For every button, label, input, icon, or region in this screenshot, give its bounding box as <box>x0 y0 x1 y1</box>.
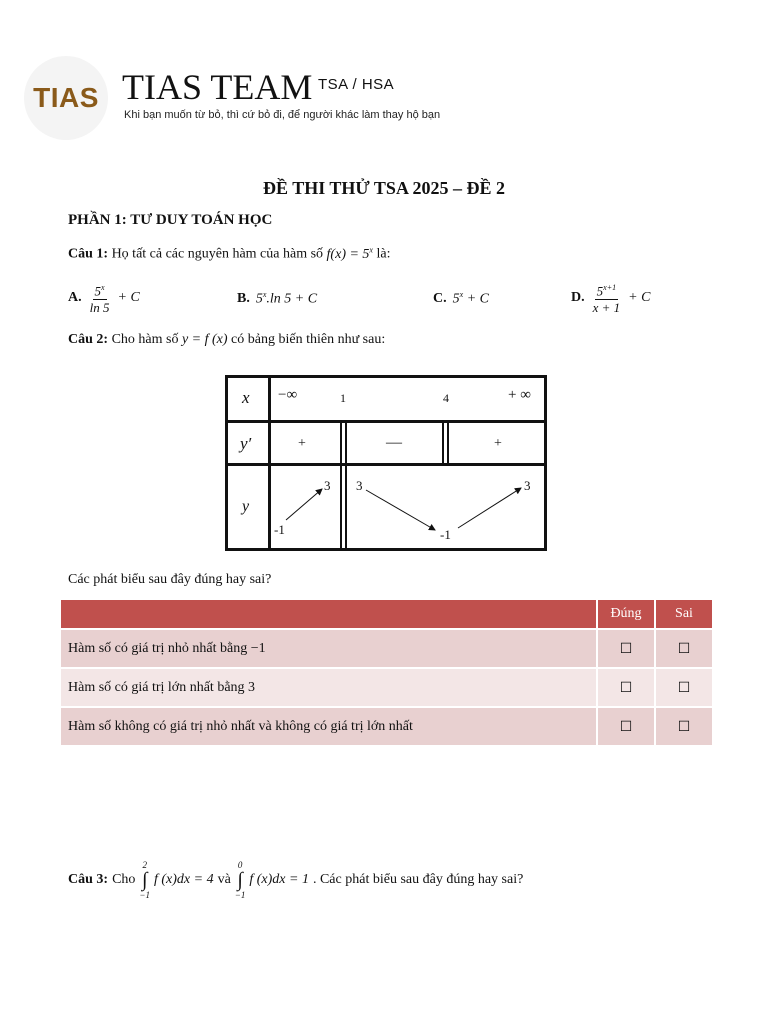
section-title: PHẦN 1: TƯ DUY TOÁN HỌC <box>68 212 273 228</box>
integral-body: f (x)dx = 1 <box>249 872 309 887</box>
option-d[interactable] <box>571 280 650 316</box>
x-value: 4 <box>443 391 449 405</box>
option-tail: + C <box>117 290 140 306</box>
option-a[interactable] <box>68 280 140 316</box>
option-label: A. <box>68 290 82 306</box>
question-text-end: có bảng biến thiên như sau: <box>231 332 386 347</box>
x-value: −∞ <box>278 387 298 403</box>
logo-text: TIAS <box>33 82 99 113</box>
question-1 <box>68 245 390 263</box>
y-value: 3 <box>524 478 531 493</box>
table-row <box>61 707 712 745</box>
y-value: 3 <box>356 478 363 493</box>
option-tail: + C <box>628 290 651 306</box>
answer-table-header <box>61 600 712 629</box>
function-expression: y = f (x) <box>181 332 228 347</box>
integral: 2 ∫ −1 <box>139 860 150 900</box>
sign: + <box>494 436 502 451</box>
option-expression: 5$^x$.ln 5 + C <box>255 290 318 307</box>
question-label: Câu 2: <box>68 332 109 347</box>
false-checkbox[interactable]: ☐ <box>655 707 712 745</box>
brand-tag: TSA / HSA <box>318 76 395 93</box>
header-statement <box>61 600 597 629</box>
function-expression: $f(x) = 5^x$ <box>326 245 373 262</box>
question-text: Họ tất cả các nguyên hàm của hàm số <box>111 246 324 262</box>
brand-name: TIAS TEAM <box>122 67 313 107</box>
arrow-up <box>286 489 322 520</box>
statement-text: Hàm số có giá trị lớn nhất bằng 3 <box>61 668 597 707</box>
header-false: Sai <box>655 600 712 629</box>
question-3 <box>68 860 523 900</box>
integral-body: f (x)dx = 4 <box>153 872 214 887</box>
row-label-x: x <box>242 388 250 407</box>
header-true: Đúng <box>597 600 655 629</box>
option-c[interactable] <box>433 290 489 308</box>
table-row <box>61 668 712 707</box>
row-label-yprime: y′ <box>240 434 252 453</box>
question-text: Cho hàm số <box>111 332 179 347</box>
question-text-end: . Các phát biểu sau đây đúng hay sai? <box>312 872 524 887</box>
variation-arrows <box>228 378 544 548</box>
answer-table <box>61 600 712 745</box>
true-checkbox[interactable]: ☐ <box>597 707 655 745</box>
false-checkbox[interactable]: ☐ <box>655 629 712 668</box>
y-value: 3 <box>324 478 331 493</box>
sign: — <box>386 434 402 451</box>
option-label: D. <box>571 290 585 306</box>
logo <box>24 56 108 140</box>
statement-prompt: Các phát biểu sau đây đúng hay sai? <box>68 572 272 587</box>
fraction: $\frac{5^{x+1}}{x + 1}$ <box>591 280 623 316</box>
conjunction: và <box>217 872 231 887</box>
true-checkbox[interactable]: ☐ <box>597 629 655 668</box>
question-end: là: <box>376 246 391 262</box>
false-checkbox[interactable]: ☐ <box>655 668 712 707</box>
option-b[interactable] <box>237 290 317 308</box>
sign: + <box>298 436 306 451</box>
arrow-up <box>458 488 521 528</box>
arrow-down <box>366 490 435 530</box>
integral: 0 ∫ −1 <box>234 860 246 900</box>
question-2 <box>68 332 385 348</box>
question-text: Cho <box>112 872 136 887</box>
fraction: $\frac{5^x}{\ln 5}$ <box>88 280 112 316</box>
slogan: Khi bạn muốn từ bỏ, thì cứ bỏ đi, để người khác làm thay hộ bạn <box>124 109 441 121</box>
true-checkbox[interactable]: ☐ <box>597 668 655 707</box>
variation-table <box>225 375 547 551</box>
x-value: + ∞ <box>508 387 531 403</box>
option-label: C. <box>433 290 447 306</box>
table-row <box>61 629 712 668</box>
y-value: -1 <box>274 522 285 537</box>
question-label: Câu 1: <box>68 246 109 262</box>
x-value: 1 <box>340 391 346 405</box>
row-label-y: y <box>242 498 250 515</box>
exam-title: ĐỀ THI THỬ TSA 2025 – ĐỀ 2 <box>263 178 505 198</box>
y-value: -1 <box>440 527 451 542</box>
statement-text: Hàm số có giá trị nhỏ nhất bằng −1 <box>61 629 597 668</box>
option-expression: $5^x + C$ <box>452 290 489 307</box>
question-label: Câu 3: <box>68 872 109 887</box>
option-label: B. <box>237 290 250 306</box>
statement-text: Hàm số không có giá trị nhỏ nhất và không có giá trị lớn nhất <box>61 707 597 745</box>
